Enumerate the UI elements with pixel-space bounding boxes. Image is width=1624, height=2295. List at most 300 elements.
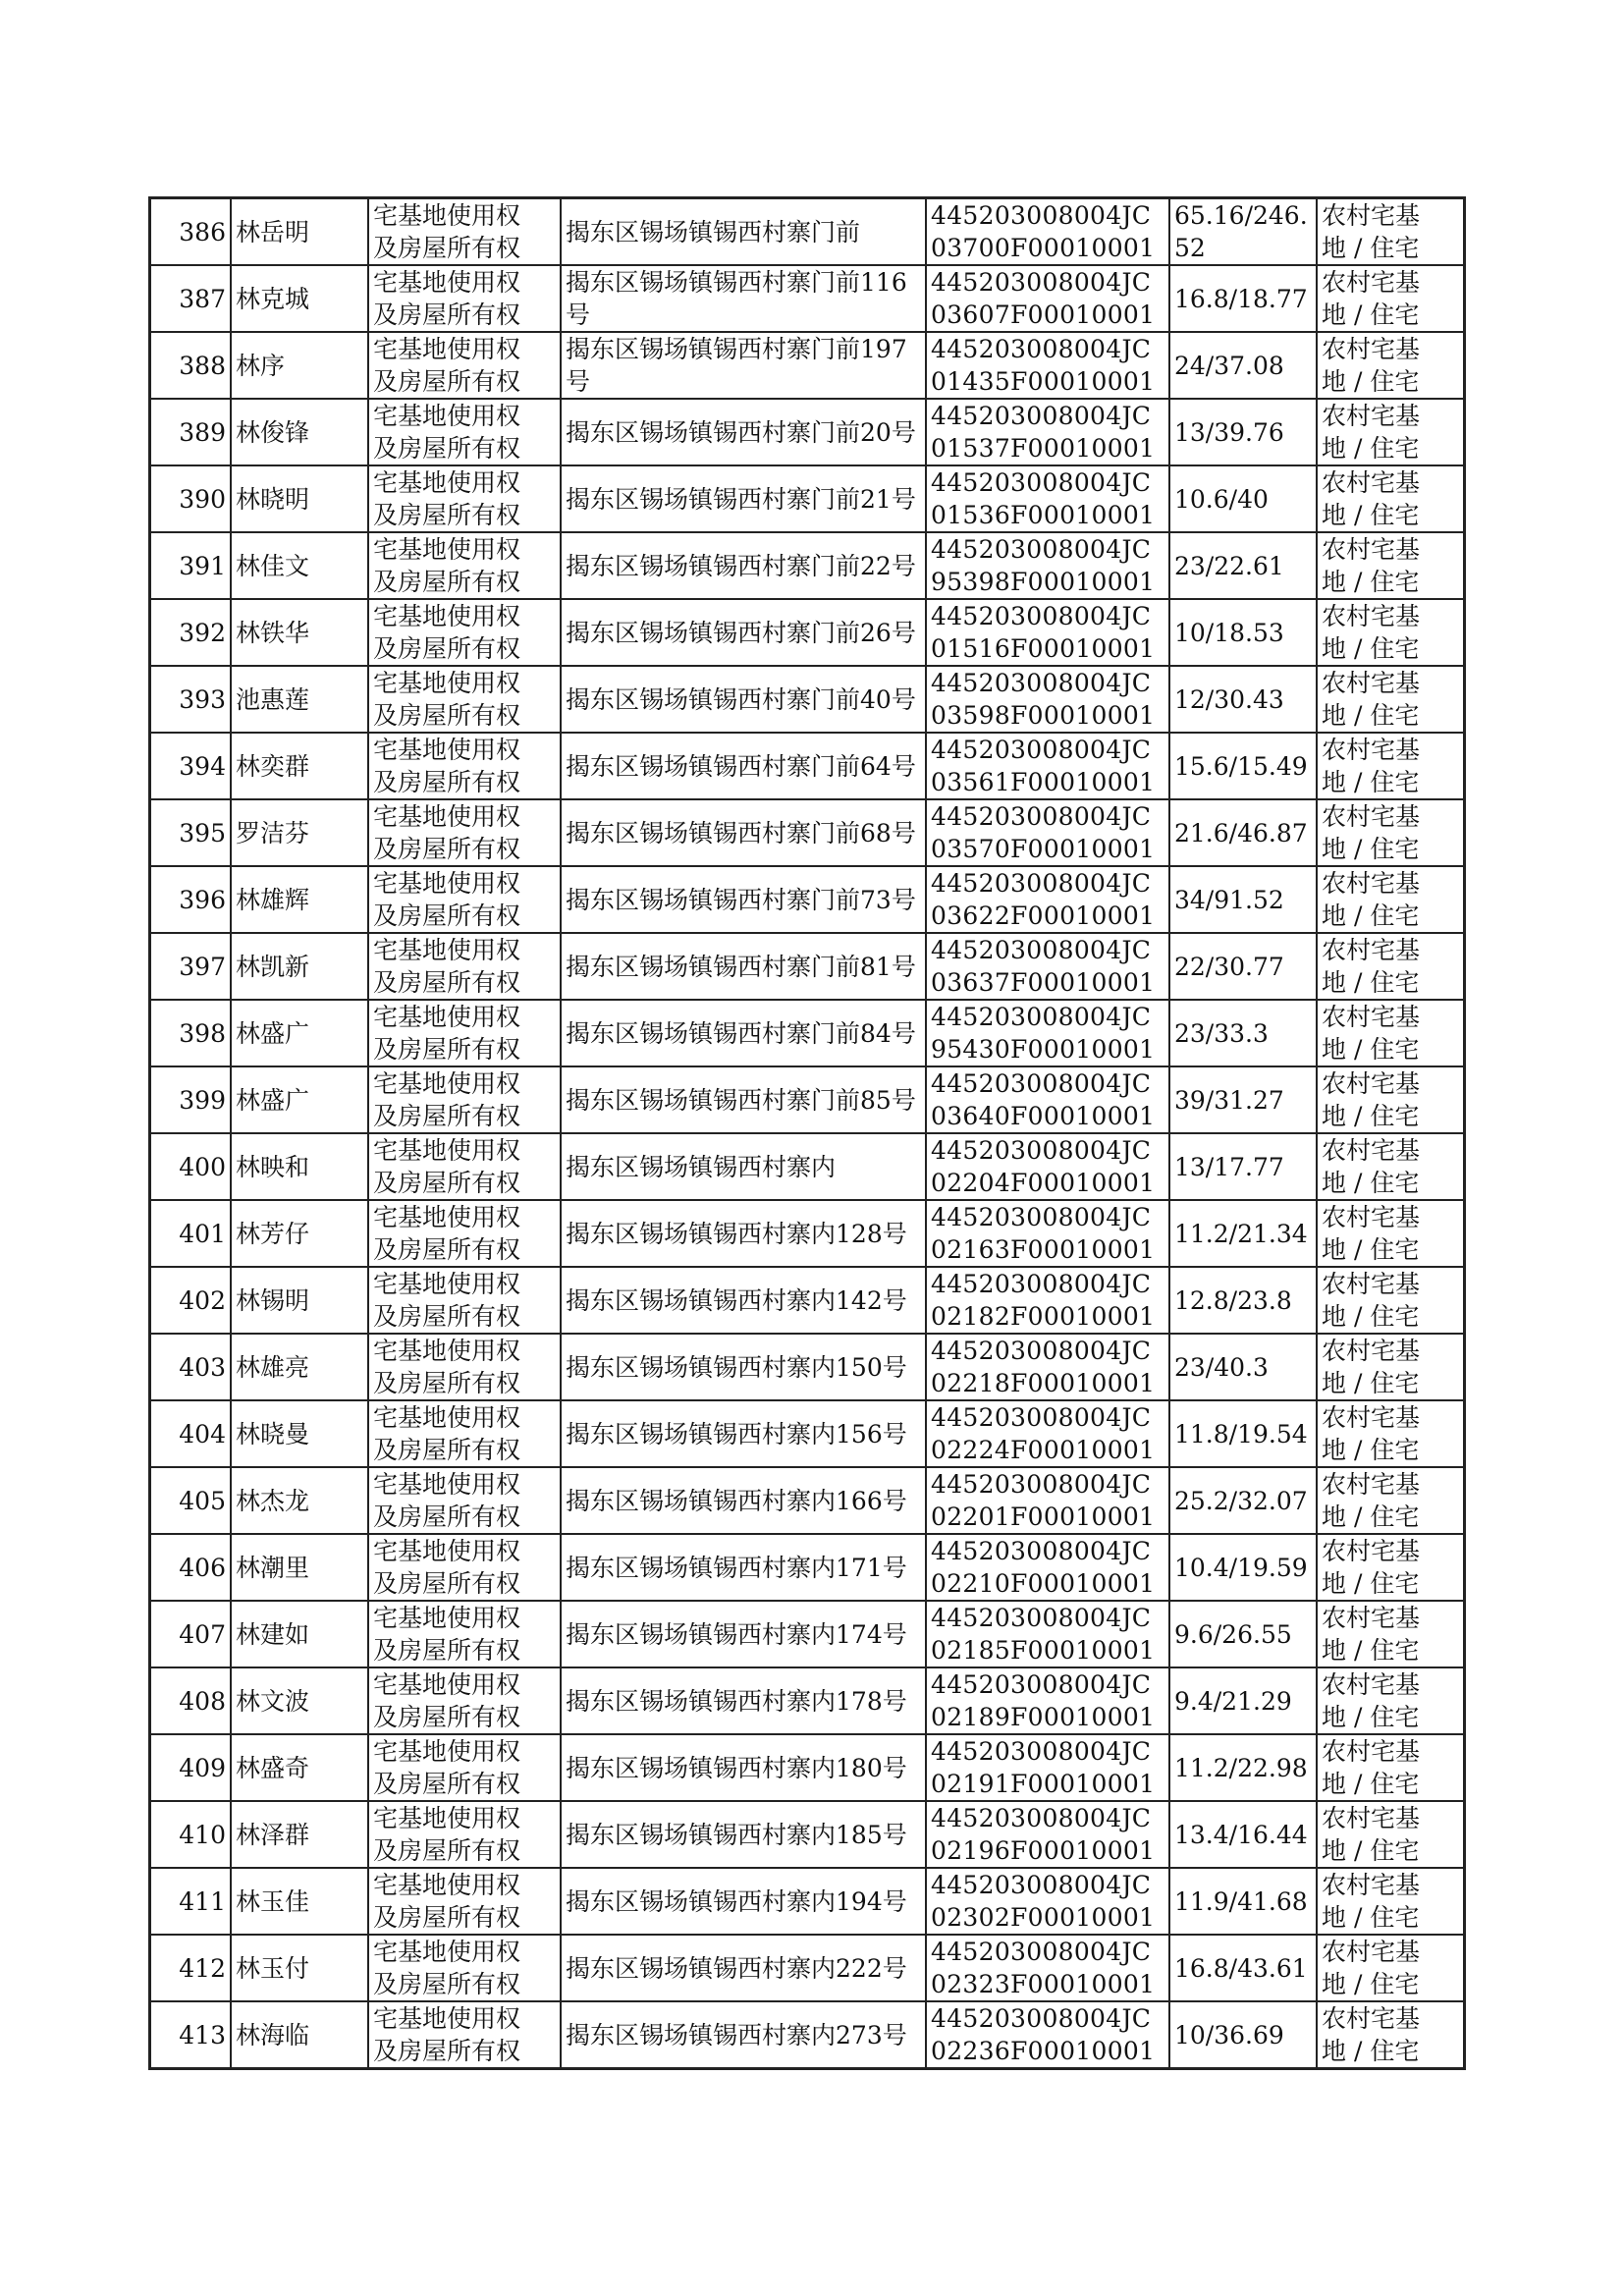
property-address: 揭东区锡场镇锡西村寨内180号 [561,1734,926,1801]
right-type-line: 及房屋所有权 [373,968,521,997]
row-number: 387 [150,265,232,332]
land-use-line: 农村宅基 [1322,1871,1421,1899]
property-address: 揭东区锡场镇锡西村寨内171号 [561,1534,926,1601]
right-type-line: 宅基地使用权 [373,2004,521,2033]
land-use [1317,599,1465,666]
property-address: 揭东区锡场镇锡西村寨内128号 [561,1200,926,1267]
right-type [368,1667,561,1734]
land-use [1317,465,1465,532]
owner-name: 林晓曼 [231,1400,368,1467]
area-value: 39/31.27 [1169,1066,1317,1133]
area-value: 11.9/41.68 [1169,1868,1317,1935]
owner-name: 林映和 [231,1133,368,1200]
land-use-line: 地 / 住宅 [1322,1102,1420,1130]
property-address: 揭东区锡场镇锡西村寨内185号 [561,1801,926,1868]
land-use [1317,799,1465,866]
table-row [150,332,1465,399]
land-use-line: 农村宅基 [1322,736,1421,764]
area-value: 25.2/32.07 [1169,1467,1317,1534]
owner-name: 林奕群 [231,733,368,799]
unit-code: 445203008004JC03598F00010001 [926,666,1169,733]
right-type-line: 及房屋所有权 [373,1569,521,1598]
right-type-line: 宅基地使用权 [373,1069,521,1098]
row-number: 389 [150,399,232,465]
right-type [368,1534,561,1601]
land-use-line: 农村宅基 [1322,602,1421,630]
land-use-line: 地 / 住宅 [1322,1302,1420,1331]
property-address: 揭东区锡场镇锡西村寨门前26号 [561,599,926,666]
table-row [150,599,1465,666]
right-type [368,332,561,399]
unit-code: 445203008004JC03561F00010001 [926,733,1169,799]
right-type [368,1334,561,1400]
table-row [150,1334,1465,1400]
right-type-line: 宅基地使用权 [373,1670,521,1699]
row-number: 407 [150,1601,232,1667]
land-use-line: 地 / 住宅 [1322,768,1420,796]
land-use-line: 地 / 住宅 [1322,1903,1420,1932]
right-type [368,1133,561,1200]
land-use-line: 地 / 住宅 [1322,367,1420,396]
right-type-line: 宅基地使用权 [373,1537,521,1565]
land-use-line: 地 / 住宅 [1322,968,1420,997]
area-value: 10.6/40 [1169,465,1317,532]
land-use-line: 农村宅基 [1322,1337,1421,1365]
land-use-line: 农村宅基 [1322,1403,1421,1432]
property-address: 揭东区锡场镇锡西村寨门前40号 [561,666,926,733]
row-number: 409 [150,1734,232,1801]
right-type-line: 及房屋所有权 [373,367,521,396]
property-address: 揭东区锡场镇锡西村寨内 [561,1133,926,1200]
unit-code: 445203008004JC02182F00010001 [926,1267,1169,1334]
unit-code: 445203008004JC02204F00010001 [926,1133,1169,1200]
area-value: 11.8/19.54 [1169,1400,1317,1467]
land-use [1317,1935,1465,2001]
property-address: 揭东区锡场镇锡西村寨门前73号 [561,866,926,933]
owner-name: 林序 [231,332,368,399]
right-type-line: 宅基地使用权 [373,869,521,898]
land-use-line: 地 / 住宅 [1322,568,1420,596]
owner-name: 林盛奇 [231,1734,368,1801]
owner-name: 林雄辉 [231,866,368,933]
owner-name: 林雄亮 [231,1334,368,1400]
table-row [150,1801,1465,1868]
area-value: 21.6/46.87 [1169,799,1317,866]
area-value: 10.4/19.59 [1169,1534,1317,1601]
right-type-line: 及房屋所有权 [373,1970,521,1998]
right-type [368,1467,561,1534]
area-value: 15.6/15.49 [1169,733,1317,799]
area-value: 13/17.77 [1169,1133,1317,1200]
owner-name: 林潮里 [231,1534,368,1601]
unit-code: 445203008004JC02196F00010001 [926,1801,1169,1868]
land-use [1317,1066,1465,1133]
row-number: 411 [150,1868,232,1935]
right-type-line: 及房屋所有权 [373,1836,521,1865]
right-type [368,1267,561,1334]
table-body [150,198,1465,2069]
right-type-line: 及房屋所有权 [373,568,521,596]
unit-code: 445203008004JC01536F00010001 [926,465,1169,532]
area-value: 23/22.61 [1169,532,1317,599]
unit-code: 445203008004JC01537F00010001 [926,399,1169,465]
right-type [368,1200,561,1267]
owner-name: 林芳仔 [231,1200,368,1267]
land-use [1317,1467,1465,1534]
area-value: 12/30.43 [1169,666,1317,733]
unit-code: 445203008004JC01516F00010001 [926,599,1169,666]
table-row [150,1133,1465,1200]
table-row [150,1267,1465,1334]
unit-code: 445203008004JC02302F00010001 [926,1868,1169,1935]
row-number: 394 [150,733,232,799]
land-use [1317,1868,1465,1935]
table-row [150,265,1465,332]
land-use-line: 地 / 住宅 [1322,835,1420,863]
area-value: 22/30.77 [1169,933,1317,1000]
table-row [150,532,1465,599]
right-type [368,532,561,599]
land-use [1317,1601,1465,1667]
owner-name: 池惠莲 [231,666,368,733]
unit-code: 445203008004JC03607F00010001 [926,265,1169,332]
right-type-line: 宅基地使用权 [373,669,521,697]
right-type-line: 及房屋所有权 [373,501,521,529]
right-type [368,799,561,866]
right-type-line: 及房屋所有权 [373,1903,521,1932]
right-type-line: 宅基地使用权 [373,402,521,430]
area-value: 13/39.76 [1169,399,1317,465]
land-use [1317,1801,1465,1868]
owner-name: 林佳文 [231,532,368,599]
property-address: 揭东区锡场镇锡西村寨内178号 [561,1667,926,1734]
right-type-line: 宅基地使用权 [373,201,521,230]
row-number: 393 [150,666,232,733]
owner-name: 林锡明 [231,1267,368,1334]
owner-name: 罗洁芬 [231,799,368,866]
property-address: 揭东区锡场镇锡西村寨门前20号 [561,399,926,465]
table-row [150,198,1465,266]
land-use-line: 地 / 住宅 [1322,1703,1420,1731]
table-row [150,1200,1465,1267]
area-value: 12.8/23.8 [1169,1267,1317,1334]
land-use [1317,2001,1465,2069]
area-value: 16.8/43.61 [1169,1935,1317,2001]
right-type [368,399,561,465]
row-number: 396 [150,866,232,933]
unit-code: 445203008004JC03640F00010001 [926,1066,1169,1133]
area-value: 11.2/21.34 [1169,1200,1317,1267]
land-use [1317,1267,1465,1334]
land-use-line: 地 / 住宅 [1322,701,1420,730]
land-use-line: 地 / 住宅 [1322,301,1420,329]
land-use-line: 地 / 住宅 [1322,1970,1420,1998]
property-address: 揭东区锡场镇锡西村寨门前21号 [561,465,926,532]
land-use-line: 地 / 住宅 [1322,1436,1420,1464]
table-row [150,1467,1465,1534]
owner-name: 林泽群 [231,1801,368,1868]
area-value: 34/91.52 [1169,866,1317,933]
owner-name: 林盛广 [231,1066,368,1133]
owner-name: 林玉付 [231,1935,368,2001]
table-row [150,1601,1465,1667]
land-use-line: 农村宅基 [1322,1069,1421,1098]
row-number: 410 [150,1801,232,1868]
area-value: 65.16/246.52 [1169,198,1317,266]
unit-code: 445203008004JC02185F00010001 [926,1601,1169,1667]
unit-code: 445203008004JC02189F00010001 [926,1667,1169,1734]
area-value: 24/37.08 [1169,332,1317,399]
unit-code: 445203008004JC01435F00010001 [926,332,1169,399]
right-type [368,1801,561,1868]
right-type [368,1734,561,1801]
right-type-line: 及房屋所有权 [373,768,521,796]
land-use-line: 地 / 住宅 [1322,1235,1420,1264]
land-use-line: 农村宅基 [1322,1203,1421,1231]
owner-name: 林克城 [231,265,368,332]
property-address: 揭东区锡场镇锡西村寨门前85号 [561,1066,926,1133]
owner-name: 林盛广 [231,1000,368,1066]
land-use [1317,1667,1465,1734]
property-address: 揭东区锡场镇锡西村寨内150号 [561,1334,926,1400]
row-number: 390 [150,465,232,532]
right-type-line: 及房屋所有权 [373,1035,521,1064]
right-type-line: 宅基地使用权 [373,736,521,764]
right-type-line: 宅基地使用权 [373,1470,521,1499]
right-type-line: 宅基地使用权 [373,1737,521,1766]
property-address: 揭东区锡场镇锡西村寨门前64号 [561,733,926,799]
right-type-line: 宅基地使用权 [373,1003,521,1031]
land-use-line: 农村宅基 [1322,468,1421,497]
area-value: 13.4/16.44 [1169,1801,1317,1868]
unit-code: 445203008004JC95430F00010001 [926,1000,1169,1066]
table-row [150,1667,1465,1734]
area-value: 23/33.3 [1169,1000,1317,1066]
right-type-line: 及房屋所有权 [373,434,521,463]
right-type [368,1400,561,1467]
land-use-line: 农村宅基 [1322,1136,1421,1165]
land-use-line: 地 / 住宅 [1322,1636,1420,1665]
right-type-line: 及房屋所有权 [373,301,521,329]
table-row [150,1066,1465,1133]
right-type-line: 及房屋所有权 [373,1235,521,1264]
unit-code: 445203008004JC02201F00010001 [926,1467,1169,1534]
land-use [1317,332,1465,399]
right-type [368,265,561,332]
right-type-line: 宅基地使用权 [373,268,521,297]
unit-code: 445203008004JC03570F00010001 [926,799,1169,866]
area-value: 11.2/22.98 [1169,1734,1317,1801]
right-type-line: 宅基地使用权 [373,1804,521,1832]
row-number: 400 [150,1133,232,1200]
table-row [150,1400,1465,1467]
right-type [368,1601,561,1667]
right-type-line: 及房屋所有权 [373,1770,521,1798]
land-use-line: 农村宅基 [1322,1003,1421,1031]
right-type-line: 及房屋所有权 [373,835,521,863]
table-row [150,465,1465,532]
table-row [150,666,1465,733]
land-use [1317,1400,1465,1467]
right-type-line: 及房屋所有权 [373,701,521,730]
table-row [150,1534,1465,1601]
land-use [1317,1000,1465,1066]
property-address: 揭东区锡场镇锡西村寨门前68号 [561,799,926,866]
land-use-line: 农村宅基 [1322,535,1421,564]
right-type [368,666,561,733]
table-row [150,799,1465,866]
land-use [1317,532,1465,599]
right-type-line: 宅基地使用权 [373,1938,521,1966]
area-value: 9.4/21.29 [1169,1667,1317,1734]
right-type-line: 宅基地使用权 [373,602,521,630]
land-use [1317,1200,1465,1267]
owner-name: 林铁华 [231,599,368,666]
property-address: 揭东区锡场镇锡西村寨内174号 [561,1601,926,1667]
land-use [1317,198,1465,266]
right-type-line: 及房屋所有权 [373,1703,521,1731]
land-use-line: 农村宅基 [1322,669,1421,697]
property-rights-table [148,196,1466,2070]
right-type [368,933,561,1000]
property-address: 揭东区锡场镇锡西村寨门前22号 [561,532,926,599]
land-use-line: 农村宅基 [1322,335,1421,363]
land-use-line: 农村宅基 [1322,1938,1421,1966]
property-address: 揭东区锡场镇锡西村寨门前84号 [561,1000,926,1066]
right-type-line: 及房屋所有权 [373,234,521,262]
property-address: 揭东区锡场镇锡西村寨内273号 [561,2001,926,2069]
right-type [368,866,561,933]
property-address: 揭东区锡场镇锡西村寨内142号 [561,1267,926,1334]
owner-name: 林玉佳 [231,1868,368,1935]
unit-code: 445203008004JC02163F00010001 [926,1200,1169,1267]
land-use-line: 地 / 住宅 [1322,1569,1420,1598]
land-use [1317,666,1465,733]
land-use-line: 地 / 住宅 [1322,1503,1420,1531]
right-type-line: 宅基地使用权 [373,1337,521,1365]
land-use [1317,866,1465,933]
row-number: 405 [150,1467,232,1534]
unit-code: 445203008004JC95398F00010001 [926,532,1169,599]
table-row [150,1935,1465,2001]
unit-code: 445203008004JC03637F00010001 [926,933,1169,1000]
land-use-line: 农村宅基 [1322,1670,1421,1699]
right-type [368,1868,561,1935]
area-value: 10/36.69 [1169,2001,1317,2069]
owner-name: 林岳明 [231,198,368,266]
row-number: 397 [150,933,232,1000]
property-address: 揭东区锡场镇锡西村寨门前81号 [561,933,926,1000]
property-address: 揭东区锡场镇锡西村寨门前 [561,198,926,266]
right-type-line: 宅基地使用权 [373,468,521,497]
unit-code: 445203008004JC02323F00010001 [926,1935,1169,2001]
row-number: 402 [150,1267,232,1334]
owner-name: 林建如 [231,1601,368,1667]
row-number: 412 [150,1935,232,2001]
right-type-line: 及房屋所有权 [373,1302,521,1331]
area-value: 10/18.53 [1169,599,1317,666]
row-number: 399 [150,1066,232,1133]
land-use-line: 农村宅基 [1322,936,1421,964]
area-value: 9.6/26.55 [1169,1601,1317,1667]
land-use-line: 农村宅基 [1322,802,1421,831]
land-use-line: 农村宅基 [1322,2004,1421,2033]
land-use [1317,1334,1465,1400]
land-use [1317,933,1465,1000]
right-type-line: 宅基地使用权 [373,1203,521,1231]
row-number: 395 [150,799,232,866]
land-use [1317,1133,1465,1200]
land-use [1317,1534,1465,1601]
right-type-line: 宅基地使用权 [373,936,521,964]
land-use-line: 农村宅基 [1322,1604,1421,1632]
property-address: 揭东区锡场镇锡西村寨门前197号 [561,332,926,399]
right-type-line: 及房屋所有权 [373,1503,521,1531]
unit-code: 445203008004JC02236F00010001 [926,2001,1169,2069]
land-use [1317,265,1465,332]
right-type [368,465,561,532]
table-row [150,2001,1465,2069]
row-number: 404 [150,1400,232,1467]
land-use-line: 农村宅基 [1322,201,1421,230]
owner-name: 林海临 [231,2001,368,2069]
land-use-line: 农村宅基 [1322,1737,1421,1766]
right-type [368,733,561,799]
owner-name: 林凯新 [231,933,368,1000]
unit-code: 445203008004JC02224F00010001 [926,1400,1169,1467]
right-type [368,1066,561,1133]
right-type-line: 及房屋所有权 [373,1436,521,1464]
table-row [150,866,1465,933]
property-address: 揭东区锡场镇锡西村寨门前116号 [561,265,926,332]
right-type [368,599,561,666]
right-type-line: 宅基地使用权 [373,1270,521,1298]
land-use-line: 农村宅基 [1322,1270,1421,1298]
land-use-line: 地 / 住宅 [1322,2037,1420,2065]
right-type-line: 宅基地使用权 [373,1136,521,1165]
land-use-line: 地 / 住宅 [1322,902,1420,930]
right-type-line: 及房屋所有权 [373,634,521,663]
row-number: 388 [150,332,232,399]
right-type-line: 及房屋所有权 [373,1169,521,1197]
unit-code: 445203008004JC02218F00010001 [926,1334,1169,1400]
owner-name: 林文波 [231,1667,368,1734]
property-address: 揭东区锡场镇锡西村寨内166号 [561,1467,926,1534]
table-row [150,1734,1465,1801]
row-number: 398 [150,1000,232,1066]
row-number: 403 [150,1334,232,1400]
land-use-line: 地 / 住宅 [1322,501,1420,529]
right-type-line: 宅基地使用权 [373,1403,521,1432]
land-use [1317,1734,1465,1801]
table-row [150,1868,1465,1935]
land-use-line: 地 / 住宅 [1322,634,1420,663]
right-type-line: 及房屋所有权 [373,2037,521,2065]
row-number: 391 [150,532,232,599]
land-use-line: 农村宅基 [1322,402,1421,430]
right-type-line: 宅基地使用权 [373,1604,521,1632]
land-use-line: 地 / 住宅 [1322,434,1420,463]
owner-name: 林俊锋 [231,399,368,465]
land-use-line: 地 / 住宅 [1322,1169,1420,1197]
owner-name: 林杰龙 [231,1467,368,1534]
land-use-line: 农村宅基 [1322,869,1421,898]
table-row [150,1000,1465,1066]
row-number: 401 [150,1200,232,1267]
land-use-line: 地 / 住宅 [1322,1836,1420,1865]
right-type-line: 及房屋所有权 [373,1636,521,1665]
property-address: 揭东区锡场镇锡西村寨内156号 [561,1400,926,1467]
